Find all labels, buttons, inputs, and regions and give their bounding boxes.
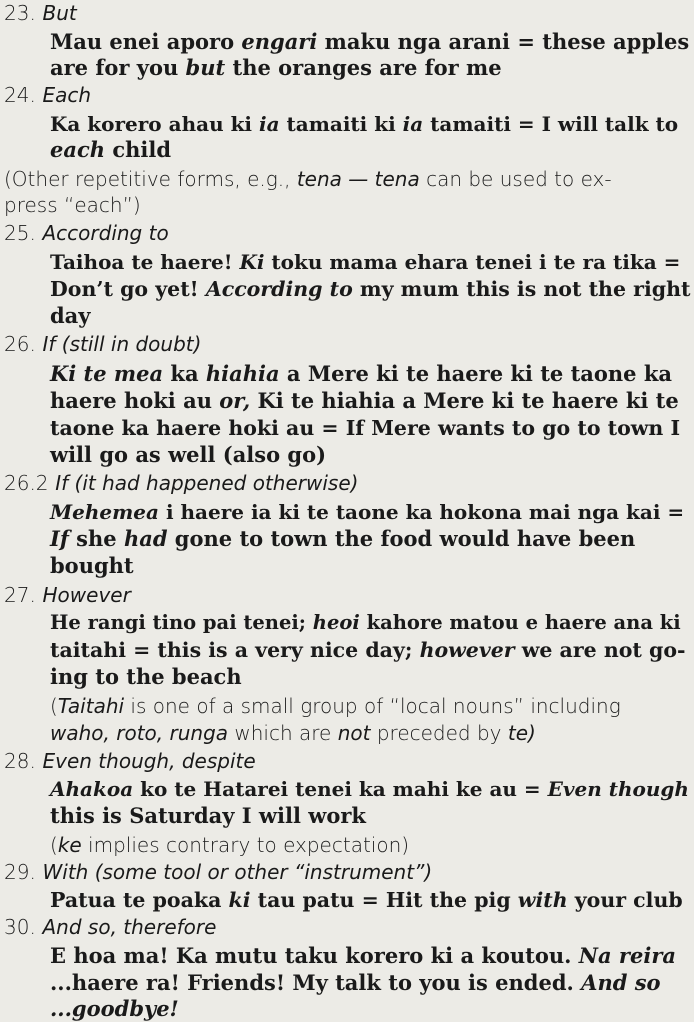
entry-23-line-2: are for you but the oranges are for me — [50, 55, 502, 80]
entry-30-line-1: E hoa ma! Ka mutu taku korero ki a koutou. Na reira — [50, 943, 676, 968]
entry-24-note-line-1: (Other repetitive forms, e.g., tena — tena can be used to ex- — [4, 167, 612, 191]
entry-27-line-2: taitahi = this is a very nice day; however we are not go- — [50, 638, 686, 662]
entry-heading-23: 23. But — [4, 1, 77, 25]
entry-heading-26-2: 26.2 If (it had happened otherwise) — [4, 471, 359, 495]
entry-29-line-1: Patua te poaka ki tau patu = Hit the pig with your club — [50, 888, 683, 912]
entry-27-line-3: ing to the beach — [50, 664, 242, 689]
entry-30-line-2: ...haere ra! Friends! My talk to you is ended. And so — [50, 970, 661, 995]
entry-24-line-1: Ka korero ahau ki ia tamaiti ki ia tamaiti = I will talk to — [50, 112, 679, 136]
entry-26-2-line-3: bought — [50, 553, 134, 578]
entry-heading-27: 27. However — [4, 583, 131, 607]
entry-24-line-2: each child — [50, 137, 172, 162]
entry-26-2-line-1: Mehemea i haere ia ki te taone ka hokona mai nga kai = — [50, 500, 685, 524]
entry-27-note-line-2: waho, roto, runga which are not preceded by te) — [50, 721, 536, 745]
entry-heading-26: 26. If (still in doubt) — [4, 332, 202, 356]
entry-30-line-3: ...goodbye! — [50, 996, 179, 1021]
entry-26-line-2: haere hoki au or, Ki te hiahia a Mere ki te haere ki te — [50, 388, 679, 413]
entry-24-note-line-2: press “each”) — [4, 193, 141, 217]
entry-27-line-1: He rangi tino pai tenei; heoi kahore matou e haere ana ki — [50, 611, 681, 634]
entry-23-line-1: Mau enei aporo engari maku nga arani = these apples — [50, 29, 690, 54]
entry-heading-29: 29. With (some tool or other “instrument”) — [4, 860, 433, 884]
entry-heading-25: 25. According to — [4, 221, 169, 245]
entry-27-note-line-1: (Taitahi is one of a small group of “local nouns” including — [50, 694, 621, 718]
entry-26-line-3: taone ka haere hoki au = If Mere wants to go to town I — [50, 416, 681, 440]
entry-28-note: (ke implies contrary to expectation) — [50, 833, 410, 857]
entry-28-line-1: Ahakoa ko te Hatarei tenei ka mahi ke au = Even though — [50, 777, 689, 801]
entry-heading-28: 28. Even though, despite — [4, 749, 256, 773]
entry-28-line-2: this is Saturday I will work — [50, 803, 366, 828]
entry-26-2-line-2: If she had gone to town the food would have been — [50, 526, 636, 551]
entry-26-line-4: will go as well (also go) — [50, 442, 327, 467]
entry-25-line-1: Taihoa te haere! Ki toku mama ehara tenei i te ra tika = — [50, 250, 681, 274]
entry-heading-24: 24. Each — [4, 83, 92, 107]
entry-25-line-3: day — [50, 303, 91, 328]
entry-26-line-1: Ki te mea ka hiahia a Mere ki te haere ki te taone ka — [50, 361, 672, 386]
entry-25-line-2: Don’t go yet! According to my mum this is not the right — [50, 277, 691, 301]
entry-heading-30: 30. And so, therefore — [4, 915, 217, 939]
